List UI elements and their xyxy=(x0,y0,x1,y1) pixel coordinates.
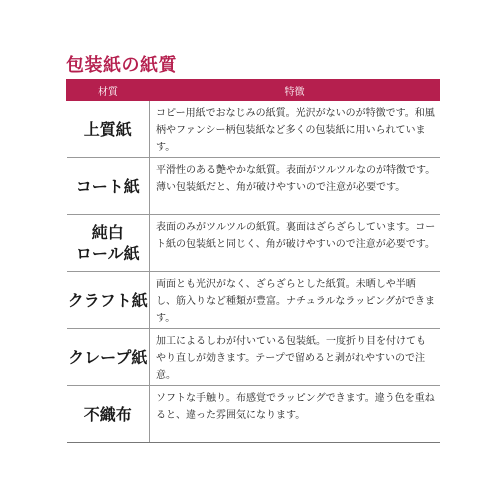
material-cell: コート紙 xyxy=(67,158,150,215)
table-row xyxy=(67,158,440,215)
paper-types-table xyxy=(66,79,440,443)
feature-cell: 両面とも光沢がなく、ざらざらとした紙質。未晒しや半晒し、筋入りなど種類が豊富。ナチュラルなラッピングができます。 xyxy=(150,272,440,329)
material-cell: 上質紙 xyxy=(67,101,150,158)
table-row xyxy=(67,101,440,158)
table-row xyxy=(67,272,440,329)
feature-cell: 平滑性のある艶やかな紙質。表面がツルツルなのが特徴です。薄い包装紙だと、角が破けやすいので注意が必要です。 xyxy=(150,158,440,215)
material-line: ロール紙 xyxy=(75,244,140,263)
feature-cell: コピー用紙でおなじみの紙質。光沢がないのが特徴です。和風柄やファンシー柄包装紙など多くの包装紙に用いられています。 xyxy=(150,101,440,158)
table-row xyxy=(67,386,440,443)
material-cell: クラフト紙 xyxy=(67,272,150,329)
material-cell: クレープ紙 xyxy=(67,329,150,386)
feature-cell: 表面のみがツルツルの紙質。裏面はざらざらしています。コート紙の包装紙と同じく、角が破けやすいので注意が必要です。 xyxy=(150,215,440,272)
material-cell xyxy=(67,215,150,272)
header-row xyxy=(67,80,440,101)
header-material: 材質 xyxy=(67,80,150,101)
table-row xyxy=(67,329,440,386)
feature-cell: 加工によるしわが付いている包装紙。一度折り目を付けてもやり直しが効きます。テープで留めると剥がれやすいので注意。 xyxy=(150,329,440,386)
table-header xyxy=(67,80,440,101)
material-cell: 不織布 xyxy=(67,386,150,443)
table-row xyxy=(67,215,440,272)
page-title: 包装紙の紙質 xyxy=(66,55,177,76)
feature-cell: ソフトな手触り。布感覚でラッピングできます。違う色を重ねると、違った雰囲気になります。 xyxy=(150,386,440,443)
header-feature: 特徴 xyxy=(150,80,440,101)
table-body xyxy=(67,101,440,443)
material-line: 純白 xyxy=(91,223,124,242)
